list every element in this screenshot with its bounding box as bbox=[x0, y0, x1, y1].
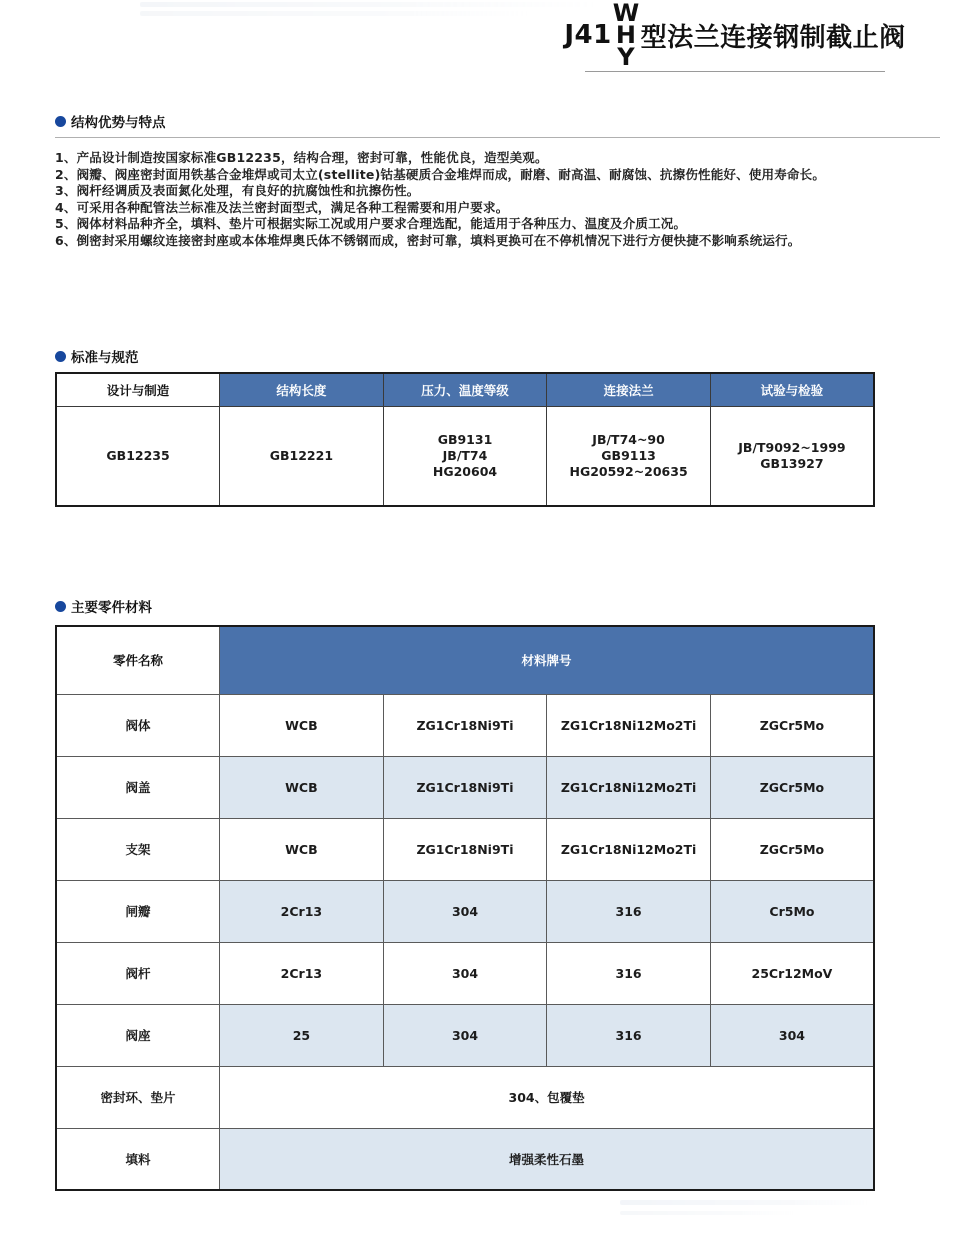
section-heading-features bbox=[55, 111, 166, 131]
table-row bbox=[56, 1004, 874, 1066]
section-title-features: 结构优势与特点 bbox=[71, 115, 166, 131]
table-row bbox=[56, 1066, 874, 1128]
mat-header-material-grade: 材料牌号 bbox=[220, 626, 874, 694]
feature-item: 6、倒密封采用螺纹连接密封座或本体堆焊奥氏体不锈钢而成，密封可靠，填料更换可在不停机情况下进行方便快捷不影响系统运行。 bbox=[55, 232, 801, 248]
section-heading-standards bbox=[55, 346, 139, 366]
std-cell-length: GB12221 bbox=[220, 406, 384, 506]
title-letter-h: H bbox=[615, 21, 637, 50]
mat-label-packing: 填料 bbox=[56, 1128, 220, 1190]
mat-value: 304 bbox=[383, 942, 547, 1004]
mat-value: 316 bbox=[547, 942, 711, 1004]
mat-value: 304、包覆垫 bbox=[220, 1066, 874, 1128]
mat-value: 增强柔性石墨 bbox=[220, 1128, 874, 1190]
mat-value: 316 bbox=[547, 880, 711, 942]
mat-value: ZG1Cr18Ni12Mo2Ti bbox=[547, 818, 711, 880]
section-bullet-icon bbox=[55, 601, 66, 612]
page-title bbox=[564, 0, 906, 72]
title-letter-y: Y bbox=[617, 43, 636, 72]
std-header-test: 试验与检验 bbox=[710, 373, 874, 406]
std-header-pressure-temp: 压力、温度等级 bbox=[383, 373, 547, 406]
table-row bbox=[56, 942, 874, 1004]
mat-value: WCB bbox=[220, 818, 384, 880]
mat-value: WCB bbox=[220, 694, 384, 756]
mat-value: 304 bbox=[710, 1004, 874, 1066]
features-heading-rule bbox=[55, 137, 940, 138]
std-cell-pressure-temp: GB9131 JB/T74 HG20604 bbox=[383, 406, 547, 506]
table-row bbox=[56, 880, 874, 942]
mat-header-part-name: 零件名称 bbox=[56, 626, 220, 694]
mat-value: ZGCr5Mo bbox=[710, 818, 874, 880]
mat-value: Cr5Mo bbox=[710, 880, 874, 942]
mat-value: ZG1Cr18Ni9Ti bbox=[383, 694, 547, 756]
title-letter-w: W bbox=[612, 0, 640, 27]
mat-value: ZGCr5Mo bbox=[710, 694, 874, 756]
materials-table bbox=[55, 625, 875, 1191]
mat-value: 2Cr13 bbox=[220, 880, 384, 942]
std-cell-design: GB12235 bbox=[56, 406, 220, 506]
mat-value: 304 bbox=[383, 880, 547, 942]
std-header-flange: 连接法兰 bbox=[547, 373, 711, 406]
std-header-length: 结构长度 bbox=[220, 373, 384, 406]
mat-value: ZGCr5Mo bbox=[710, 756, 874, 818]
mat-label-body: 阀体 bbox=[56, 694, 220, 756]
mat-value: 304 bbox=[383, 1004, 547, 1066]
table-row bbox=[56, 694, 874, 756]
table-header-row bbox=[56, 373, 874, 406]
mat-value: 2Cr13 bbox=[220, 942, 384, 1004]
mat-label-disc: 闸瓣 bbox=[56, 880, 220, 942]
footer-watermark bbox=[620, 1200, 870, 1234]
mat-label-seal-ring-gasket: 密封环、垫片 bbox=[56, 1066, 220, 1128]
mat-label-seat: 阀座 bbox=[56, 1004, 220, 1066]
mat-label-yoke: 支架 bbox=[56, 818, 220, 880]
table-row bbox=[56, 406, 874, 506]
mat-label-stem: 阀杆 bbox=[56, 942, 220, 1004]
mat-value: ZG1Cr18Ni9Ti bbox=[383, 818, 547, 880]
feature-list bbox=[55, 150, 950, 250]
mat-value: 25 bbox=[220, 1004, 384, 1066]
document-title-block bbox=[564, 0, 906, 72]
feature-item: 5、阀体材料品种齐全，填料、垫片可根据实际工况或用户要求合理选配，能适用于各种压力、温度及介质工况。 bbox=[55, 216, 687, 232]
section-title-materials: 主要零件材料 bbox=[71, 600, 152, 616]
mat-value: ZG1Cr18Ni9Ti bbox=[383, 756, 547, 818]
std-cell-flange: JB/T74~90 GB9113 HG20592~20635 bbox=[547, 406, 711, 506]
feature-item: 1、产品设计制造按国家标准GB12235，结构合理，密封可靠，性能优良，造型美观。 bbox=[55, 150, 548, 165]
std-cell-test: JB/T9092~1999 GB13927 bbox=[710, 406, 874, 506]
title-letter-stack bbox=[612, 0, 640, 72]
top-faint-artifact bbox=[140, 2, 600, 18]
title-underline bbox=[585, 71, 885, 72]
table-row bbox=[56, 756, 874, 818]
mat-value: ZG1Cr18Ni12Mo2Ti bbox=[547, 756, 711, 818]
feature-item: 2、阀瓣、阀座密封面用铁基合金堆焊或司太立(stellite)钴基硬质合金堆焊而成，耐磨、耐高温、耐腐蚀、抗擦伤性能好、使用寿命长。 bbox=[55, 166, 826, 182]
title-prefix: J41 bbox=[564, 20, 612, 51]
section-title-standards: 标准与规范 bbox=[71, 350, 139, 366]
standards-table bbox=[55, 372, 875, 507]
mat-value: 25Cr12MoV bbox=[710, 942, 874, 1004]
mat-value: ZG1Cr18Ni12Mo2Ti bbox=[547, 694, 711, 756]
table-row bbox=[56, 818, 874, 880]
table-row bbox=[56, 1128, 874, 1190]
feature-item: 4、可采用各种配管法兰标准及法兰密封面型式，满足各种工程需要和用户要求。 bbox=[55, 199, 509, 215]
mat-label-bonnet: 阀盖 bbox=[56, 756, 220, 818]
std-header-design: 设计与制造 bbox=[56, 373, 220, 406]
feature-item: 3、阀杆经调质及表面氮化处理，有良好的抗腐蚀性和抗擦伤性。 bbox=[55, 183, 420, 199]
section-bullet-icon bbox=[55, 116, 66, 127]
mat-value: 316 bbox=[547, 1004, 711, 1066]
section-heading-materials bbox=[55, 596, 152, 616]
mat-value: WCB bbox=[220, 756, 384, 818]
table-header-row bbox=[56, 626, 874, 694]
section-bullet-icon bbox=[55, 351, 66, 362]
title-suffix: 型法兰连接钢制截止阀 bbox=[640, 22, 906, 53]
